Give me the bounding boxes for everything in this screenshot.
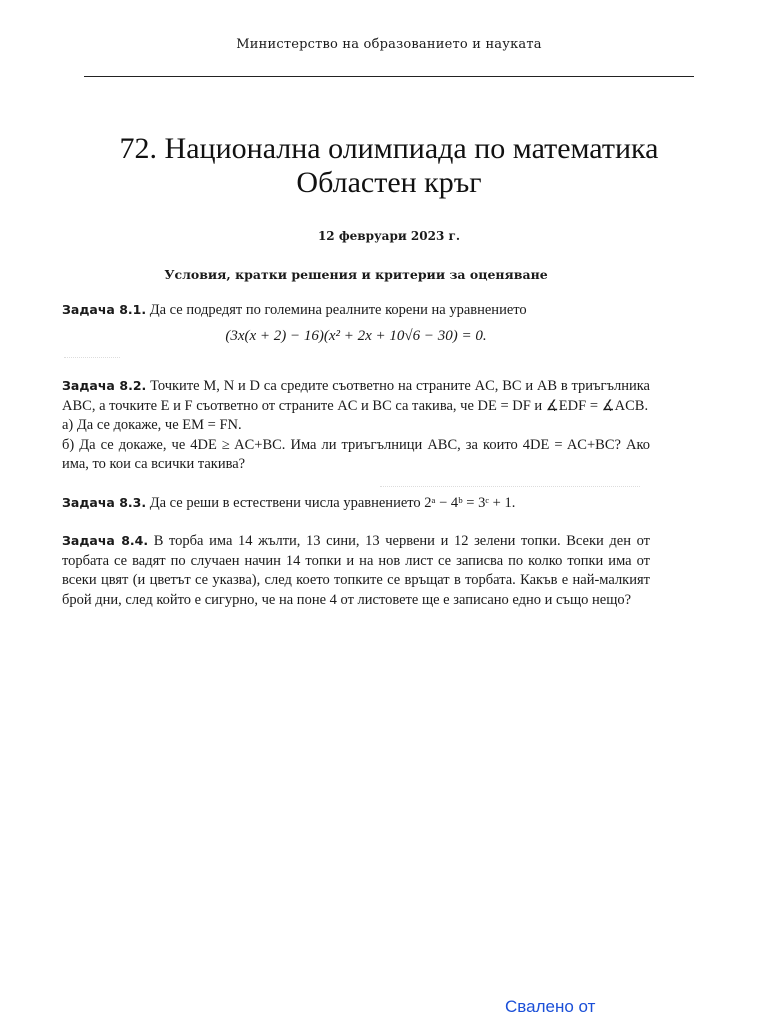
problem-label: Задача 8.2. — [62, 378, 147, 393]
exam-date: 12 февруари 2023 г. — [317, 229, 461, 243]
header-rule — [84, 76, 694, 77]
title-line-1: 72. Национална олимпиада по математика — [119, 132, 659, 165]
problem-part-a: а) Да се докаже, че EM = FN. — [62, 417, 242, 433]
problem-8-1-equation — [0, 328, 712, 345]
scan-artifact-line — [380, 486, 640, 487]
scan-artifact-line — [64, 357, 120, 358]
problem-label: Задача 8.3. — [62, 495, 147, 510]
problem-8-2 — [62, 376, 650, 475]
problem-8-4 — [62, 531, 650, 610]
title-line-2: Областен кръг — [296, 166, 482, 199]
problem-label: Задача 8.4. — [62, 533, 149, 548]
equation-text: (3x(x + 2) − 16)(x² + 2x + 10√6 − 30) = 0. — [225, 328, 487, 344]
problem-8-1 — [62, 300, 650, 321]
page-title — [0, 132, 768, 200]
ministry-header: Министерство на образованието и науката — [236, 37, 542, 52]
problem-part-b: б) Да се докаже, че 4DE ≥ AC+BC. Има ли триъгълници ABC, за които 4DE = AC+BC? Ако има, то кои са всички такива? — [62, 436, 650, 472]
source-link[interactable]: Свалено от — [505, 997, 596, 1016]
problem-text: Да се подредят по големина реалните корени на уравнението — [149, 302, 527, 318]
problem-text: Да се реши в естествени числа уравнението 2ᵃ − 4ᵇ = 3ᶜ + 1. — [149, 495, 516, 511]
problem-label: Задача 8.1. — [62, 302, 147, 317]
problem-text: В торба има 14 жълти, 13 сини, 13 червени и 12 зелени топки. Всеки ден от торбата се вадят по случаен начин 14 топки и на нов лист се записва по колко топки има от всеки цвят (и цветът се указва), след което топките се връщат в торбата. Какъв е най-малкият брой дни, след който е сигурно, че на поне 4 от листовете ще е записано едно и също нещо? — [62, 533, 650, 608]
problem-8-3 — [62, 493, 650, 514]
document-subtitle: Условия, кратки решения и критерии за оценяване — [164, 267, 548, 282]
problem-text: Точките M, N и D са средите съответно на страните AC, BC и AB в триъгълника ABC, а точките E и F съответно от страните AC и BC са такива, че DE = DF и ∡EDF = ∡ACB. — [62, 378, 650, 414]
